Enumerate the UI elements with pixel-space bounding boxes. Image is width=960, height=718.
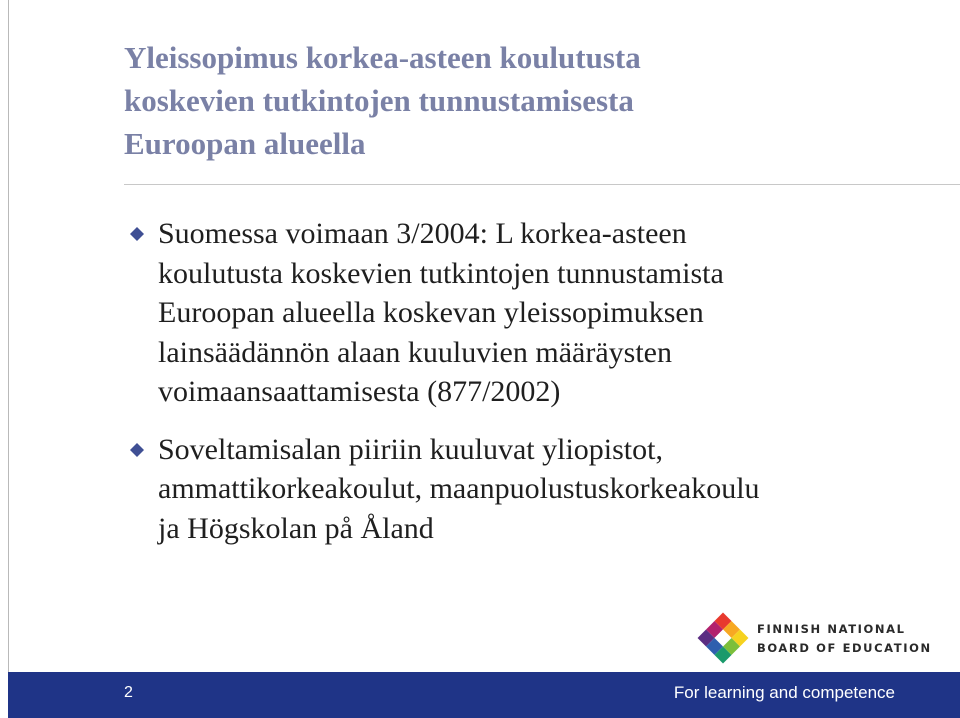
slide-title — [124, 36, 924, 165]
finnish-national-board-logo — [695, 610, 932, 666]
diamond-bullet-icon — [130, 443, 144, 457]
title-line: Yleissopimus korkea-asteen koulutusta — [124, 40, 641, 75]
bullet-item — [130, 214, 930, 412]
title-line: koskevien tutkintojen tunnustamisesta — [124, 83, 634, 118]
bullet-line: ja Högskolan på Åland — [158, 511, 434, 545]
colored-diamond-logo-icon — [695, 610, 751, 666]
footer-bar — [8, 672, 960, 718]
bullet-line: voimaansaattamisesta (877/2002) — [158, 375, 561, 408]
bullet-line: lainsäädännön alaan kuuluvien määräysten — [158, 335, 672, 369]
bullet-list — [130, 214, 930, 548]
diamond-bullet-icon — [130, 227, 144, 241]
page-number: 2 — [124, 684, 133, 701]
bullet-line: ammattikorkeakoulut, maanpuolustuskorkeakoulu — [158, 472, 760, 505]
bullet-line: Soveltamisalan piiriin kuuluvat yliopistot, — [158, 432, 663, 466]
title-line: Euroopan alueella — [124, 126, 366, 161]
bullet-line: koulutusta koskevien tutkintojen tunnustamista — [158, 256, 724, 290]
title-divider — [124, 184, 960, 185]
logo-text-line: BOARD OF EDUCATION — [757, 641, 932, 655]
bullet-line: Euroopan alueella koskevan yleissopimuksen — [158, 296, 704, 329]
logo-text — [757, 620, 932, 658]
footer-tagline: For learning and competence — [673, 683, 895, 702]
slide-frame-line — [8, 0, 9, 672]
bullet-line: Suomessa voimaan 3/2004: L korkea-asteen — [158, 217, 687, 250]
logo-text-line: FINNISH NATIONAL — [757, 622, 906, 636]
bullet-item — [130, 430, 930, 549]
